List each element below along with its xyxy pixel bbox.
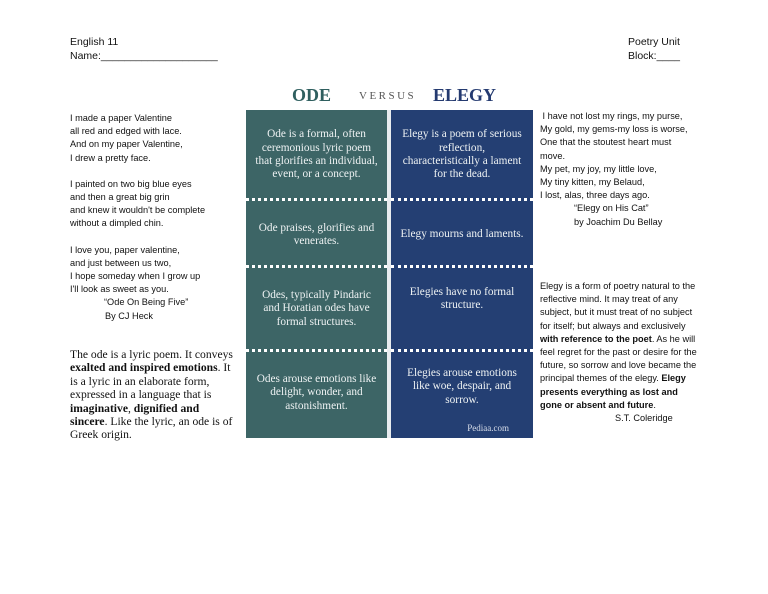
definition-text: . It is a lyric in an elaborate form, expressed in a language that is xyxy=(70,361,231,402)
poem-line: I drew a pretty face. xyxy=(70,152,151,163)
ode-point-3: Odes, typically Pindaric and Horatian odes have formal structures. xyxy=(262,288,371,328)
poem-line: My gold, my gems-my loss is worse, xyxy=(540,124,688,135)
course-name: English 11 xyxy=(70,36,119,48)
poem-stanza-3 xyxy=(70,244,245,297)
poem-line: I painted on two big blue eyes xyxy=(70,178,192,189)
ode-vs-elegy-infographic xyxy=(246,70,533,438)
header-right xyxy=(628,35,680,63)
poem-line: move. xyxy=(540,150,566,161)
poem-line: and knew it wouldn't be complete xyxy=(70,205,206,216)
elegy-definition xyxy=(540,280,700,425)
poem-line: My tiny kitten, my Belaud, xyxy=(540,177,645,188)
elegy-heading: ELEGY xyxy=(433,85,497,105)
ode-point-1: Ode is a formal, often ceremonious lyric poem that glorifies an individual, event, or a concept. xyxy=(255,128,378,181)
ode-definition xyxy=(70,348,238,442)
definition-bold: imaginative xyxy=(70,401,128,415)
poem-line: and then a great big grin xyxy=(70,192,170,203)
definition-author: S.T. Coleridge xyxy=(615,413,673,424)
poem-line: I have not lost my rings, my purse, xyxy=(540,111,683,121)
elegy-poem xyxy=(540,110,740,229)
unit-name: Poetry Unit xyxy=(628,36,680,48)
poem-line: One that the stoutest heart must xyxy=(540,137,672,148)
infographic-header xyxy=(246,70,533,110)
poem-line: all red and edged with lace. xyxy=(70,126,182,137)
ode-heading: ODE xyxy=(292,85,332,105)
poem-line: without a dimpled chin. xyxy=(70,218,164,229)
poem-stanza-1 xyxy=(70,112,245,165)
poem-author: by Joachim Du Bellay xyxy=(574,216,663,227)
poem-line: and just between us two, xyxy=(70,257,172,268)
block-field: Block:____ xyxy=(628,50,680,62)
poem-title: “Elegy on His Cat” xyxy=(574,203,649,214)
poem-line: I'll look as sweet as you. xyxy=(70,284,169,295)
elegy-definition-body xyxy=(540,280,700,412)
ode-point-4: Odes arouse emotions like delight, wonder, and astonishment. xyxy=(256,372,377,412)
poem-line: I lost, alas, three days ago. xyxy=(540,190,650,201)
definition-bold: with reference to the poet xyxy=(540,333,652,344)
row-separator xyxy=(391,198,533,201)
poem-author: By CJ Heck xyxy=(105,310,153,321)
definition-text: . Like the lyric, an ode is of Greek origin. xyxy=(70,415,233,442)
row-separator xyxy=(391,265,533,268)
poem-stanza-2 xyxy=(70,178,245,231)
elegy-point-4: Elegies arouse emotions like woe, despair, and sorrow. xyxy=(407,366,517,406)
row-separator xyxy=(246,349,387,352)
elegy-column xyxy=(391,110,533,438)
row-separator xyxy=(391,349,533,352)
elegy-point-3: Elegies have no formal structure. xyxy=(409,285,515,311)
ode-column xyxy=(246,110,387,438)
row-separator xyxy=(246,265,387,268)
poem-line: I love you, paper valentine, xyxy=(70,244,180,255)
header-left xyxy=(70,35,218,63)
elegy-point-2: Elegy mourns and laments. xyxy=(400,228,524,241)
ode-point-2: Ode praises, glorifies and venerates. xyxy=(258,221,375,247)
definition-bold: Elegy presents everything as lost and gone or absent and future xyxy=(540,373,686,410)
definition-bold: exalted and inspired emotions xyxy=(70,361,218,375)
definition-text: , xyxy=(127,401,134,415)
poem-line: My pet, my joy, my little love, xyxy=(540,163,657,174)
ode-poem xyxy=(70,112,245,323)
row-separator xyxy=(246,198,387,201)
name-field: Name:____________________ xyxy=(70,50,218,62)
definition-text: Elegy is a form of poetry natural to the reflective mind. It may treat of any subject, but it must treat of no subject for itself; but always and exclusively xyxy=(540,281,696,331)
elegy-point-1: Elegy is a poem of serious reflection, characteristically a lament for the dead. xyxy=(402,128,522,181)
poem-line: And on my paper Valentine, xyxy=(70,139,183,150)
poem-line: I hope someday when I grow up xyxy=(70,271,201,282)
definition-text: The ode is a lyric poem. It conveys xyxy=(70,348,233,361)
definition-text: . As he will feel regret for the past or desire for the future, so sorrow and love became the principal themes of the elegy. xyxy=(540,333,697,384)
definition-text: . xyxy=(653,399,656,410)
versus-label: VERSUS xyxy=(359,90,417,102)
poem-line: I made a paper Valentine xyxy=(70,113,172,123)
source-watermark: Pediaa.com xyxy=(467,423,509,433)
definition-bold: dignified and sincere xyxy=(70,401,200,429)
poem-title: “Ode On Being Five” xyxy=(104,297,189,308)
